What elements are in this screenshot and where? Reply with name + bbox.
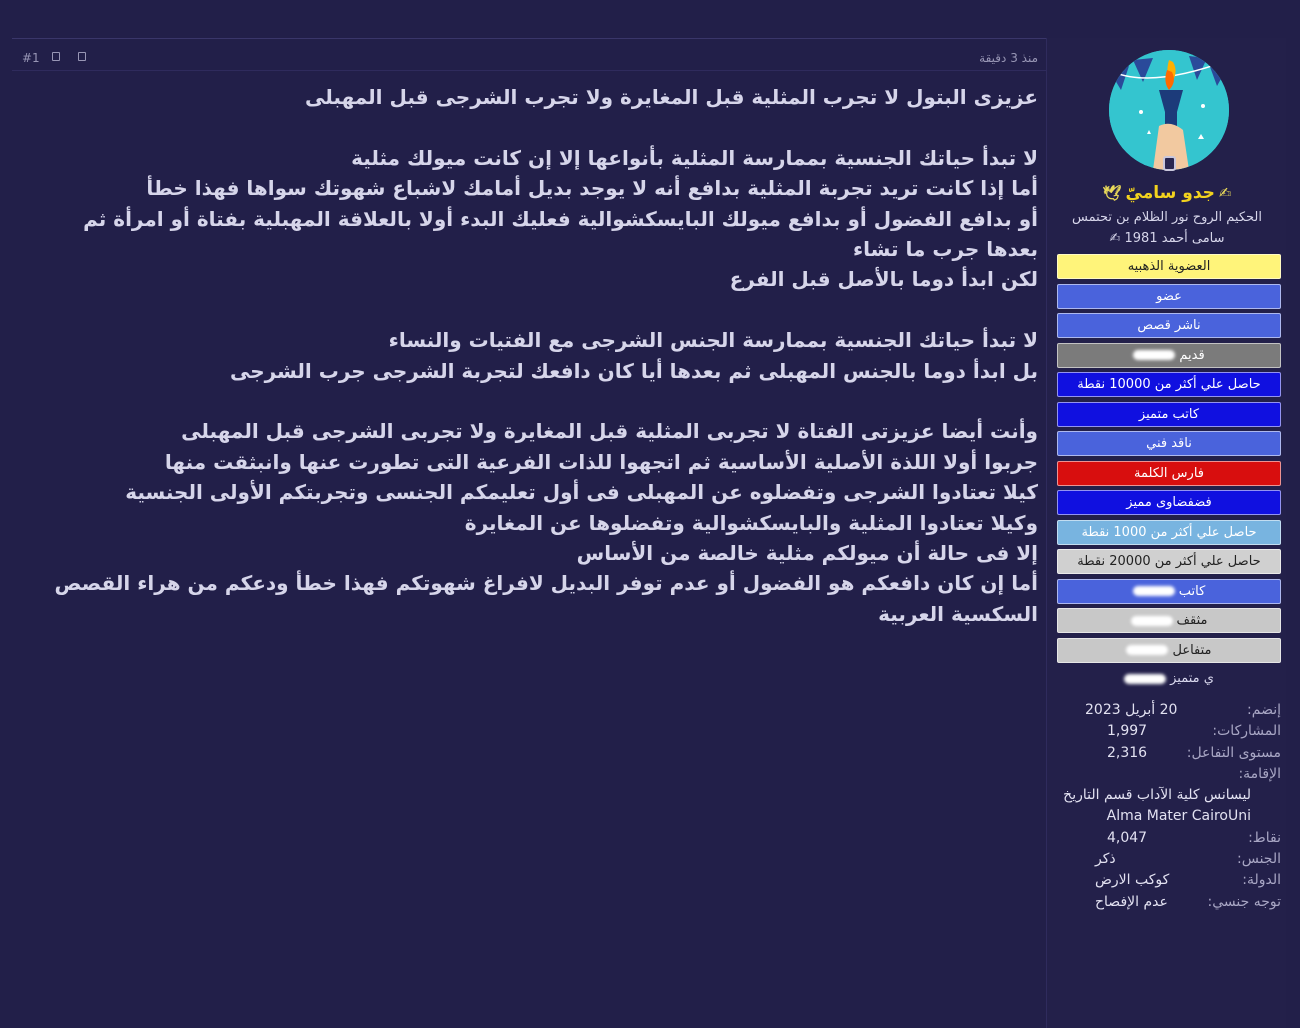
post-body <box>40 82 1038 660</box>
post-line: لا تبدأ حياتك الجنسية بممارسة الجنس الشرجى مع الفتيات والنساء <box>388 328 1038 353</box>
redacted-mark <box>1133 350 1175 360</box>
user-banner: ناقد فني <box>1057 431 1281 456</box>
user-title: الحكيم الروح نور الظلام بن تحتمس <box>1072 210 1262 225</box>
post-line: جربوا أولا اللذة الأصلية الأساسية ثم اتجهوا للذات الفرعية التى تطورت عنها وانبثقت منها <box>164 449 1038 474</box>
user-banner: قديم <box>1057 343 1281 368</box>
redacted-mark <box>1124 674 1166 684</box>
user-banner: كاتب <box>1057 579 1281 604</box>
user-banner: ناشر قصص <box>1057 313 1281 338</box>
stat-posts: المشاركات: 1,997 <box>1107 723 1281 740</box>
user-subtitle: سامى أحمد 1981 ✍ <box>1109 231 1225 246</box>
bookmark-icon[interactable] <box>78 52 86 61</box>
post-paragraph <box>40 325 1038 386</box>
post-line: وكيلا تعتادوا المثلية والبايسكشوالية وتفضلوها عن المغايرة <box>464 510 1038 535</box>
user-banner: ي متميز <box>1057 667 1281 692</box>
post-line: لا تبدأ حياتك الجنسية بممارسة المثلية بأنواعها إلا إن كانت ميولك مثلية <box>351 145 1038 170</box>
user-banners <box>1055 254 1281 697</box>
post-line: بل ابدأ دوما بالجنس المهبلى ثم بعدها أيا كان دافعك لتجربة الشرجى جرب الشرجى <box>229 358 1038 383</box>
redacted-mark <box>1131 616 1173 626</box>
user-banner: حاصل علي أكثر من 1000 نقطة <box>1057 520 1281 545</box>
stat-points: نقاط: 4,047 <box>1107 829 1281 846</box>
user-banner: عضو <box>1057 284 1281 309</box>
redacted-mark <box>1126 645 1168 655</box>
user-banner: حاصل علي أكثر من 20000 نقطة <box>1057 549 1281 574</box>
post-line: وأنت أيضا عزيزتى الفتاة لا تجربى المثلية قبل المغايرة ولا تجربى الشرجى قبل المهبلى <box>181 419 1038 444</box>
post-number-link[interactable]: #1 <box>22 51 40 65</box>
post-paragraph <box>40 82 1038 112</box>
writer-hand-icon: ✍ <box>1218 184 1232 202</box>
user-banner: كاتب متميز <box>1057 402 1281 427</box>
post-paragraph <box>40 416 1038 629</box>
post-line: أما إذا كانت تريد تجربة المثلية بدافع أنه لا يوجد بديل أمامك لاشباع شهوتك سواها فهذا خطأ <box>146 176 1038 201</box>
post-line: أو بدافع الفضول أو بدافع ميولك البايسكشوالية فعليك البدء أولا بالعلاقة المهبلية بفتاة أو امرأة ثم بعدها جرب ما تشاء <box>83 206 1038 262</box>
stat-country: الدولة: كوكب الارض <box>1095 872 1281 889</box>
post-header <box>12 38 1046 71</box>
post-line: كيلا تعتادوا الشرجى وتفضلوه عن المهبلى فى أول تعليمكم الجنسى وتجربتكم الأولى الجنسية <box>125 480 1038 505</box>
stat-location: الإقامة: ليسانس كلية الآداب قسم التاريخ Alma Mater CairoUni <box>1063 765 1281 825</box>
stat-orientation: توجه جنسي: عدم الإفصاح <box>1095 893 1281 910</box>
username-link[interactable]: جدو ساميّ <box>1125 183 1215 203</box>
avatar[interactable] <box>1109 50 1229 170</box>
post-line: أما إن كان دافعكم هو الفضول أو عدم توفر البديل لافراغ شهوتكم فهذا خطأ ودعكم من هراء القصص السكسية العربية <box>54 571 1038 626</box>
stat-reaction: مستوى التفاعل: 2,316 <box>1107 744 1281 761</box>
post-paragraph <box>40 143 1038 295</box>
redacted-mark <box>1133 586 1175 596</box>
user-banner: متفاعل <box>1057 638 1281 663</box>
share-icon[interactable] <box>52 52 60 61</box>
user-banner: مثقف <box>1057 608 1281 633</box>
stat-gender: الجنس: ذكر <box>1095 851 1281 868</box>
torch-avatar-icon <box>1109 50 1229 170</box>
dove-icon: 🕊 <box>1102 184 1122 202</box>
username-row <box>1047 181 1287 205</box>
user-banner: حاصل علي أكثر من 10000 نقطة <box>1057 372 1281 397</box>
stat-joined: إنضم: 20 أبريل 2023 <box>1085 702 1281 718</box>
post-line: لكن ابدأ دوما بالأصل قبل الفرع <box>729 267 1038 292</box>
user-banner: فضفضاوى مميز <box>1057 490 1281 515</box>
post-line: إلا فى حالة أن ميولكم مثلية خالصة من الأساس <box>576 541 1038 566</box>
post-line: عزيزى البتول لا تجرب المثلية قبل المغايرة ولا تجرب الشرجى قبل المهبلى <box>305 85 1038 109</box>
post-time-link[interactable]: منذ 3 دقيقة <box>979 51 1038 65</box>
user-sidebar <box>1046 38 1286 1028</box>
user-banner: فارس الكلمة <box>1057 461 1281 486</box>
online-status-icon <box>1163 156 1176 171</box>
writer-hand-icon: ✍ <box>1109 231 1121 246</box>
user-stats <box>1055 700 1281 913</box>
user-banner: العضوية الذهبيه <box>1057 254 1281 279</box>
